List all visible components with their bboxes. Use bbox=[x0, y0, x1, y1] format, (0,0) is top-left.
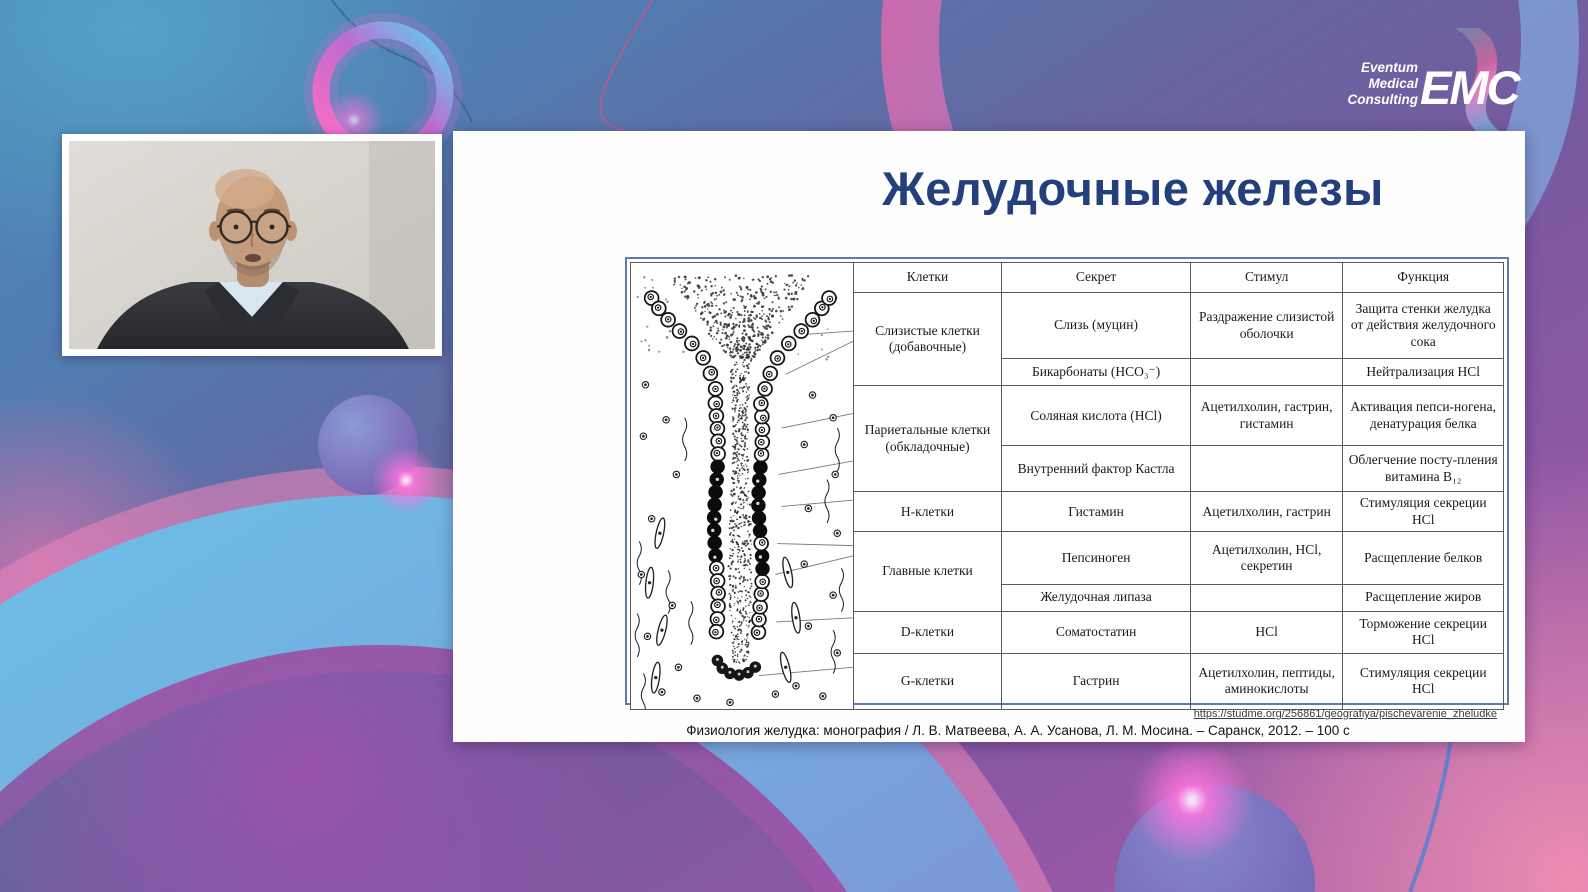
logo-abbrev: EMC bbox=[1420, 61, 1519, 114]
logo-line-medical: Medical bbox=[1368, 76, 1418, 91]
citation-text: Физиология желудка: монография / Л. В. Матвеева, А. А. Усанова, Л. М. Мосина. – Саранск, 2012. – 100 с bbox=[686, 723, 1350, 738]
cell-stimulus: Ацетилхолин, HCl, секретин bbox=[1190, 532, 1343, 584]
slide-title: Желудочные железы bbox=[882, 162, 1384, 215]
col-header-cells: Клетки bbox=[853, 263, 1002, 293]
cell-stimulus: Ацетилхолин, гастрин bbox=[1190, 492, 1343, 532]
cell-function: Активация пепси-ногена, денатурация белка bbox=[1343, 386, 1504, 446]
cell-secret: Внутренний фактор Кастла bbox=[1002, 446, 1191, 492]
cell-stimulus bbox=[1190, 584, 1343, 611]
cell-function: Защита стенки желудка от действия желудочного сока bbox=[1343, 293, 1504, 359]
logo-line-eventum: Eventum bbox=[1360, 60, 1418, 75]
cell-group-name: G-клетки bbox=[853, 653, 1002, 709]
cell-group-name: Париетальные клетки (обкладочные) bbox=[853, 386, 1002, 492]
cell-stimulus bbox=[1190, 359, 1343, 386]
col-header-stimulus: Стимул bbox=[1190, 263, 1343, 293]
cell-function: Нейтрализация HCl bbox=[1343, 359, 1504, 386]
cell-group-name: D-клетки bbox=[853, 611, 1002, 653]
cell-function: Стимуляция секреции HCl bbox=[1343, 492, 1504, 532]
cell-secret: Соляная кислота (HCl) bbox=[1002, 386, 1191, 446]
cell-secret: Желудочная липаза bbox=[1002, 584, 1191, 611]
cell-group-name: Слизистые клетки (добавочные) bbox=[853, 293, 1002, 386]
cell-secret: Бикарбонаты (HCO₃⁻) bbox=[1002, 359, 1191, 386]
cell-function: Расщепление белков bbox=[1343, 532, 1504, 584]
cell-function: Торможение секреции HCl bbox=[1343, 611, 1504, 653]
cell-group-name: Главные клетки bbox=[853, 532, 1002, 611]
cell-stimulus: Раздражение слизистой оболочки bbox=[1190, 293, 1343, 359]
logo-company-name bbox=[1300, 60, 1418, 108]
source-url-link[interactable]: https://studme.org/256861/geografiya/pischevarenie_zheludke bbox=[1193, 708, 1497, 720]
cell-secret: Гистамин bbox=[1002, 492, 1191, 532]
cell-function: Облегчение посту-пления витамина B₁₂ bbox=[1343, 446, 1504, 492]
col-header-secret: Секрет bbox=[1002, 263, 1191, 293]
col-header-function: Функция bbox=[1343, 263, 1504, 293]
figure-frame bbox=[625, 257, 1509, 705]
cell-stimulus bbox=[1190, 446, 1343, 492]
cell-secret: Пепсиноген bbox=[1002, 532, 1191, 584]
gastric-gland-figure bbox=[631, 263, 854, 710]
cell-group-name: H-клетки bbox=[853, 492, 1002, 532]
cell-stimulus: Ацетилхолин, гастрин, гистамин bbox=[1190, 386, 1343, 446]
cell-secret: Соматостатин bbox=[1002, 611, 1191, 653]
cell-secret: Гастрин bbox=[1002, 653, 1191, 709]
speaker-webcam[interactable] bbox=[62, 134, 442, 356]
emc-logo bbox=[1300, 40, 1540, 140]
cell-function: Стимуляция секреции HCl bbox=[1343, 653, 1504, 709]
speaker-video-frame bbox=[69, 141, 435, 349]
cell-function: Расщепление жиров bbox=[1343, 584, 1504, 611]
cell-secret: Слизь (муцин) bbox=[1002, 293, 1191, 359]
cell-stimulus: Ацетилхолин, пептиды, аминокислоты bbox=[1190, 653, 1343, 709]
cell-stimulus: HCl bbox=[1190, 611, 1343, 653]
logo-line-consulting: Consulting bbox=[1347, 92, 1418, 107]
slide bbox=[453, 131, 1525, 742]
gland-table bbox=[630, 262, 1504, 710]
